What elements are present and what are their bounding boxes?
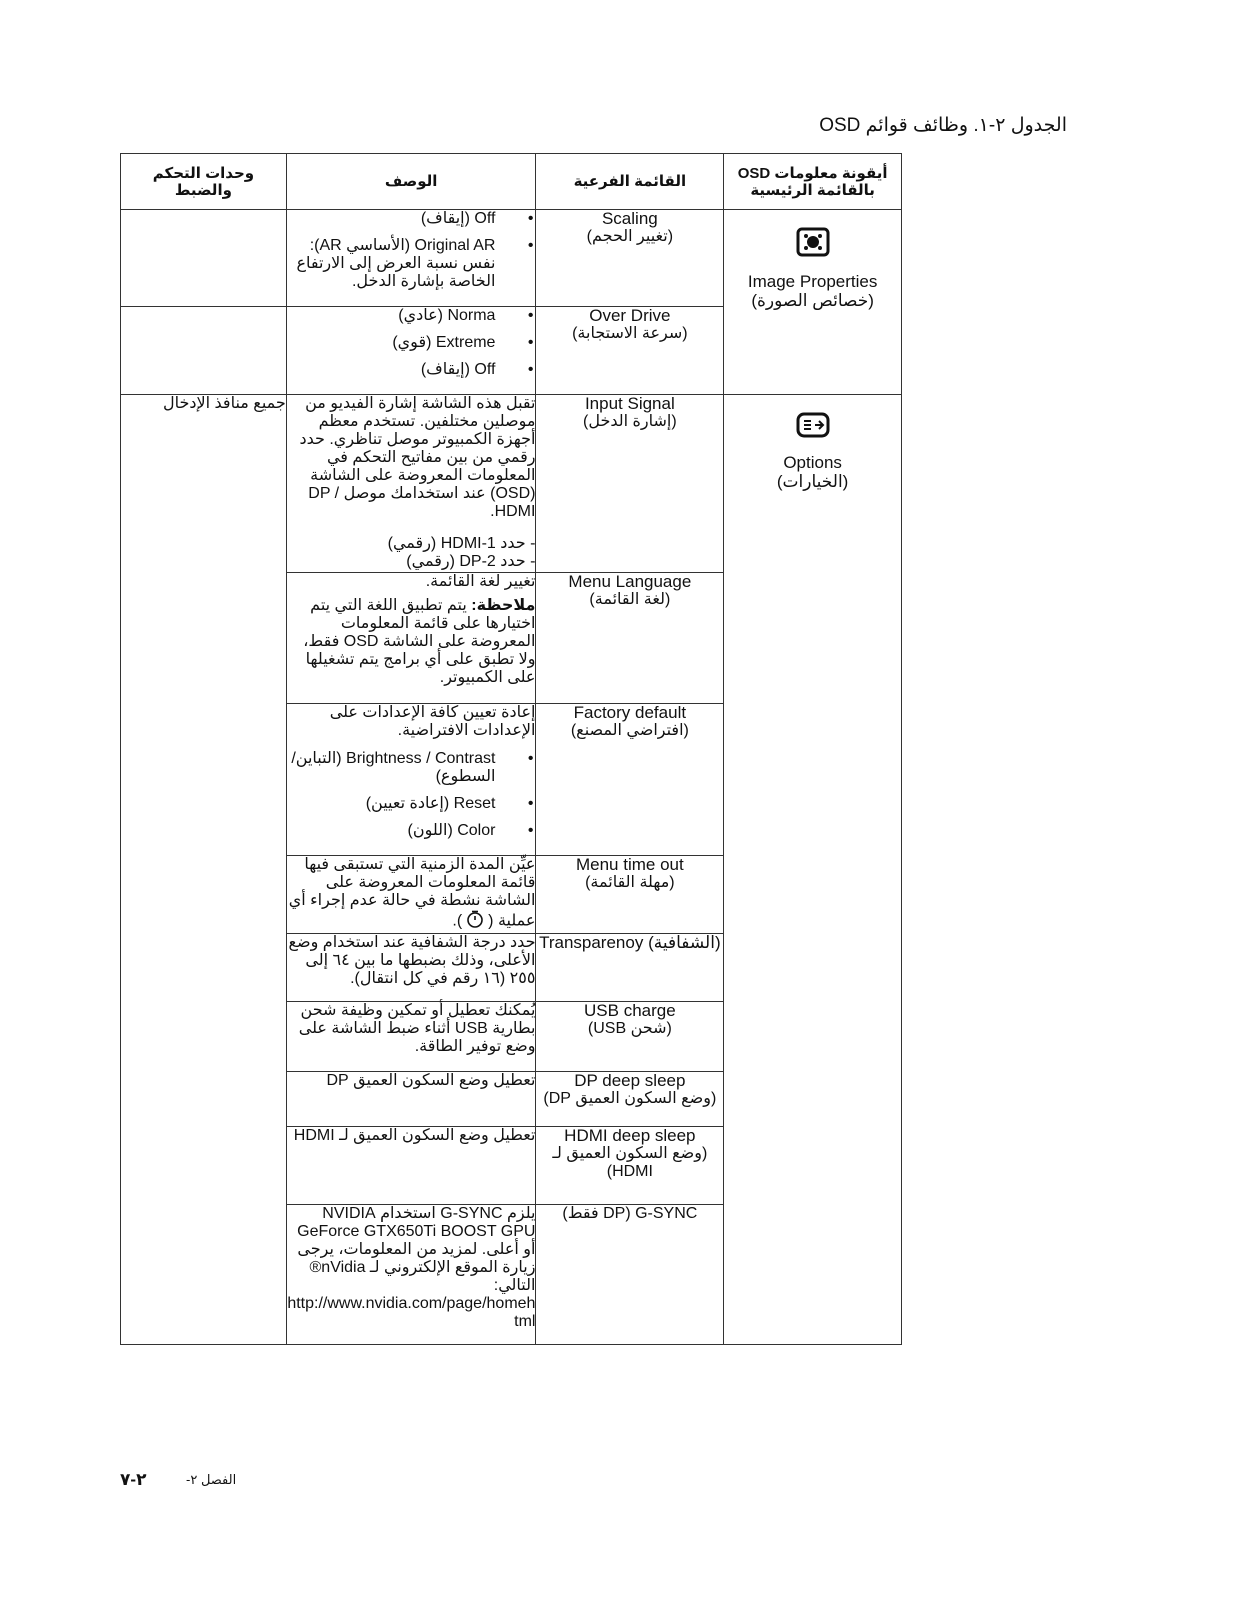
factory-option-color: Color (اللون) (407, 822, 496, 839)
gsync-name: G-SYNC (DP فقط) (562, 1205, 698, 1222)
note-label: ملاحظة: (471, 597, 536, 614)
transparency-desc-text: حدد درجة الشفافية عند استخدام وضع الأعلى، وذلك بضبطها ما بين ٦٤ إلى ٢٥٥ (١٦ رقم في كل انتقال). (288, 934, 536, 987)
hdmi-deep-sleep-name-en: HDMI deep sleep (564, 1126, 696, 1145)
input-signal-option-dp: - حدد DP-2 (رقمي) (406, 553, 536, 570)
menu-language-desc-text: تغيير لغة القائمة. (425, 573, 536, 590)
header-icon: أيقونة معلومات OSD بالقائمة الرئيسية (724, 154, 902, 210)
image-properties-label-en: Image Properties (747, 272, 878, 291)
chapter-label: الفصل ٢- (186, 1472, 237, 1487)
scaling-name-ar: (تغيير الحجم) (586, 228, 674, 245)
over-drive-option-extreme: Extreme (قوي) (392, 334, 496, 351)
input-signal-name-en: Input Signal (584, 394, 675, 413)
over-drive-option-normal: Norma (عادي) (398, 307, 496, 324)
over-drive-name-en: Over Drive (589, 306, 671, 325)
over-drive-description (286, 307, 536, 395)
menu-time-out-desc-before: عيِّن المدة الزمنية التي تستبقى فيها قائمة المعلومات المعروضة على الشاشة نشطة في حالة عدم إجراء أي عملية ( (288, 856, 536, 930)
hdmi-deep-sleep-description (286, 1127, 536, 1205)
menu-language-description (286, 573, 536, 704)
timer-icon (466, 910, 484, 933)
gsync-description (286, 1205, 536, 1345)
list-item: • Off (إيقاف) (420, 361, 534, 378)
usb-charge-desc-text: يُمكنك تعطيل أو تمكين وظيفة شحن بطارية USB أثناء ضبط الشاشة على وضع توفير الطاقة. (298, 1002, 536, 1055)
options-controls-text: جميع منافذ الإدخال (163, 395, 286, 412)
options-cell (724, 395, 902, 1345)
table-row (121, 210, 902, 307)
list-item: • Original AR (الأساسي AR): نفس نسبة العرض إلى الارتفاع الخاصة بإشارة الدخل. (296, 237, 534, 290)
input-signal-submenu (536, 395, 724, 573)
input-signal-desc-text: تقبل هذه الشاشة إشارة الفيديو من موصلين مختلفين. تستخدم معظم أجهزة الكمبيوتر موصل تناظري. حدد رقمي من بين مفاتيح التحكم في المعلومات المعروضة على الشاشة (OSD) عند استخدامك موصل DP / HDMI. (299, 395, 536, 520)
menu-time-out-submenu (536, 856, 724, 934)
usb-charge-name-ar: (شحن USB) (587, 1020, 672, 1037)
osd-functions-table (120, 153, 902, 1345)
menu-language-note (287, 597, 536, 687)
image-properties-label (724, 272, 901, 310)
scaling-submenu (536, 210, 724, 307)
input-signal-name-ar: (إشارة الدخل) (583, 413, 677, 430)
scaling-controls (121, 210, 287, 307)
menu-time-out-name-en: Menu time out (575, 855, 684, 874)
table-header-row (121, 154, 902, 210)
transparency-name (536, 934, 723, 952)
menu-time-out-name-ar: (مهلة القائمة) (585, 874, 675, 891)
transparency-name-en: Transparenoy (539, 933, 644, 952)
header-controls: وحدات التحكم والضبط (121, 154, 287, 210)
dp-deep-sleep-submenu (536, 1072, 724, 1127)
scaling-description (286, 210, 536, 307)
table-caption: الجدول ٢-١. وظائف قوائم OSD (819, 115, 1067, 136)
image-properties-icon (796, 227, 830, 262)
menu-time-out-desc-after: ). (452, 912, 463, 930)
list-item: • Norma (عادي) (398, 307, 534, 324)
menu-time-out-description (286, 856, 536, 934)
scaling-option-original-ar: Original AR (الأساسي AR): نفس نسبة العرض إلى الارتفاع الخاصة بإشارة الدخل. (296, 237, 496, 290)
menu-language-name-en: Menu Language (568, 572, 692, 591)
scaling-name-en: Scaling (601, 209, 658, 228)
list-item: • Brightness / Contrast (التباين/السطوع) (291, 750, 534, 785)
dp-deep-sleep-name-ar: (وضع السكون العميق DP) (543, 1090, 717, 1107)
factory-default-name-ar: (افتراضي المصنع) (570, 722, 689, 739)
dp-deep-sleep-description (286, 1072, 536, 1127)
input-signal-description (286, 395, 536, 573)
factory-default-description (286, 704, 536, 856)
hdmi-deep-sleep-submenu (536, 1127, 724, 1205)
scaling-option-off: Off (إيقاف) (420, 210, 496, 227)
note-text: يتم تطبيق اللغة التي يتم اختيارها على قائمة المعلومات المعروضة على الشاشة OSD فقط، ولا تطبق على أي برامج يتم تشغيلها على الكمبيوتر. (303, 597, 536, 686)
options-label-en: Options (783, 453, 842, 472)
factory-option-brightness-contrast: Brightness / Contrast (التباين/السطوع) (291, 750, 496, 785)
dp-deep-sleep-name-en: DP deep sleep (574, 1071, 686, 1090)
page-number: ٢-٧ (120, 1470, 147, 1489)
transparency-submenu (536, 934, 724, 1002)
gsync-desc-text: يلزم G-SYNC استخدام NVIDIA GeForce GTX650Ti BOOST GPU أو أعلى. لمزيد من المعلومات، يرجى زيارة الموقع الإلكتروني لـ nVidia® التالي: (297, 1205, 536, 1294)
over-drive-name-ar: (سرعة الاستجابة) (572, 325, 688, 342)
options-controls (121, 395, 287, 1345)
factory-default-desc-text: إعادة تعيين كافة الإعدادات على الإعدادات الافتراضية. (329, 704, 536, 739)
menu-language-name-ar: (لغة القائمة) (589, 591, 671, 608)
factory-default-submenu (536, 704, 724, 856)
options-label (724, 453, 901, 491)
over-drive-submenu (536, 307, 724, 395)
image-properties-cell (724, 210, 902, 395)
gsync-submenu (536, 1205, 724, 1345)
menu-language-submenu (536, 573, 724, 704)
transparency-name-ar: (الشفافية) (648, 933, 721, 952)
options-icon (796, 412, 830, 443)
gsync-url-link[interactable]: http://www.nvidia.com/page/homehtml (287, 1295, 536, 1330)
factory-default-name-en: Factory default (573, 703, 687, 722)
over-drive-controls (121, 307, 287, 395)
list-item: • Reset (إعادة تعيين) (365, 795, 534, 812)
list-item: • Off (إيقاف) (420, 210, 534, 227)
input-signal-option-hdmi: - حدد HDMI-1 (رقمي) (387, 535, 536, 552)
usb-charge-name-en: USB charge (584, 1001, 676, 1020)
usb-charge-description (286, 1002, 536, 1072)
image-properties-label-ar: (خصائص الصورة) (751, 291, 874, 310)
hdmi-deep-sleep-desc-text: تعطيل وضع السكون العميق لـ HDMI (293, 1127, 536, 1144)
list-item: • Color (اللون) (407, 822, 534, 839)
dp-deep-sleep-desc-text: تعطيل وضع السكون العميق DP (326, 1072, 536, 1089)
header-description: الوصف (286, 154, 536, 210)
options-label-ar: (الخيارات) (776, 472, 849, 491)
header-submenu: القائمة الفرعية (536, 154, 724, 210)
factory-option-reset: Reset (إعادة تعيين) (365, 795, 496, 812)
list-item: • Extreme (قوي) (392, 334, 534, 351)
hdmi-deep-sleep-name-ar: (وضع السكون العميق لـ HDMI) (552, 1145, 708, 1180)
over-drive-option-off: Off (إيقاف) (420, 361, 496, 378)
usb-charge-submenu (536, 1002, 724, 1072)
table-row (121, 395, 902, 573)
transparency-description (286, 934, 536, 1002)
